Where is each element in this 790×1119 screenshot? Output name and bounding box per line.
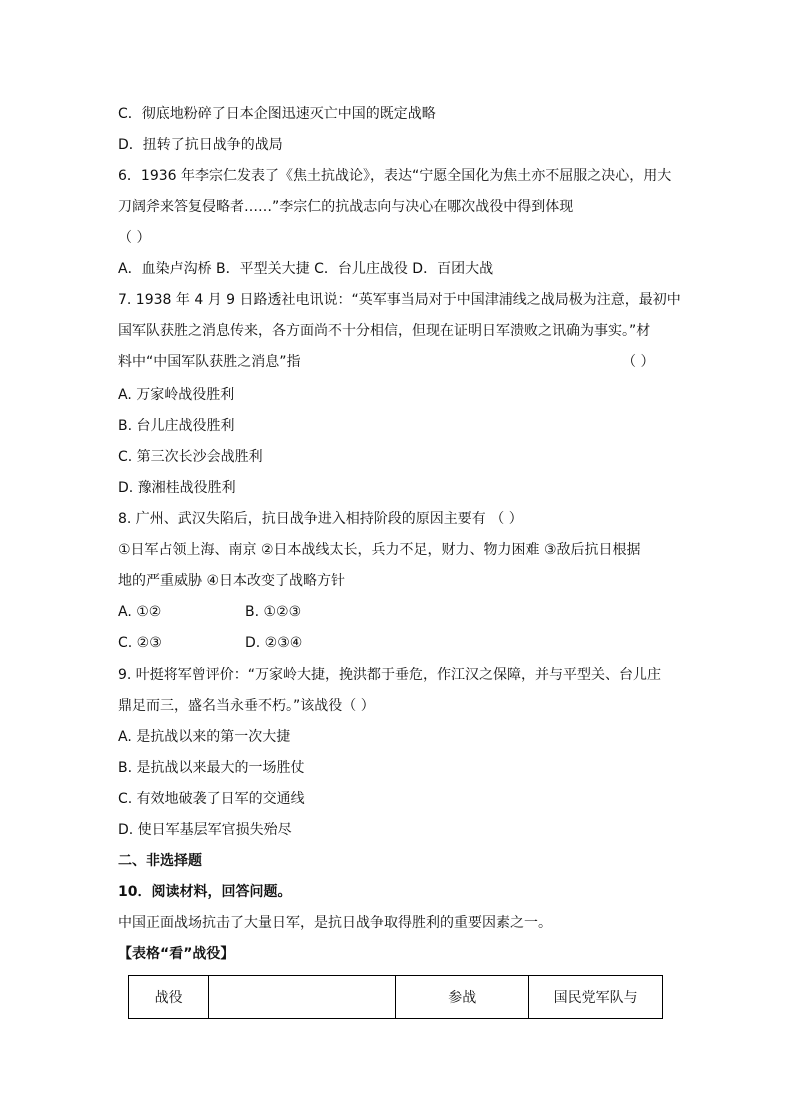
q5-option-d: D．扭转了抗日战争的战局 xyxy=(118,137,283,153)
table-cell-empty xyxy=(209,976,396,1019)
q9-option-a: A. 是抗战以来的第一次大捷 xyxy=(118,729,291,745)
q8-option-d: D. ②③④ xyxy=(245,635,303,651)
q6-options: A．血染卢沟桥 B．平型关大捷 C．台儿庄战役 D．百团大战 xyxy=(118,261,494,277)
table-cell-participants: 参战 xyxy=(396,976,529,1019)
q5-option-c: C．彻底地粉碎了日本企图迅速灭亡中国的既定战略 xyxy=(118,106,436,122)
q7-stem-line3 xyxy=(118,352,301,372)
table-cell-battle: 战役 xyxy=(129,976,209,1019)
q8-option-a: A. ①② xyxy=(118,604,162,620)
q7-option-c: C. 第三次长沙会战胜利 xyxy=(118,449,263,465)
q8-option-c: C. ②③ xyxy=(118,635,162,651)
q9-option-d: D. 使日军基层军官损失殆尽 xyxy=(118,822,292,838)
q6-stem-line2: 刀阔斧来答复侵略者……”李宗仁的抗战志向与决心在哪次战役中得到体现 xyxy=(118,199,574,215)
q6-stem-line1: 6．1936 年李宗仁发表了《焦土抗战论》，表达“宁愿全国化为焦土亦不屈服之决心，用大 xyxy=(118,168,672,184)
q9-stem-line2: 鼎足而三，盛名当永垂不朽。”该战役（ ） xyxy=(118,698,375,714)
q9-option-c: C. 有效地破袭了日军的交通线 xyxy=(118,791,305,807)
table-title: 【表格“看”战役】 xyxy=(118,946,235,962)
table-row xyxy=(129,976,663,1019)
battle-table xyxy=(128,975,663,1019)
q7-answer-paren: （ ） xyxy=(622,354,655,370)
q7-stem-line1: 7. 1938 年 4 月 9 日路透社电讯说：“英军事当局对于中国津浦线之战局极为注意，最初中 xyxy=(118,292,681,308)
q8-option-b: B. ①②③ xyxy=(245,604,302,620)
q8-stem-line1: 8. 广州、武汉失陷后，抗日战争进入相持阶段的原因主要有 （ ） xyxy=(118,511,523,527)
q8-stem-line3: 地的严重威胁 ④日本改变了战略方针 xyxy=(118,573,346,589)
q9-stem-line1: 9. 叶挺将军曾评价：“万家岭大捷，挽洪都于垂危，作江汉之保障，并与平型关、台儿庄 xyxy=(118,667,662,683)
q10-title: 10．阅读材料，回答问题。 xyxy=(118,884,292,900)
q7-stem-line2: 国军队获胜之消息传来，各方面尚不十分相信，但现在证明日军溃败之讯确为事实。”材 xyxy=(118,323,651,339)
table-cell-kmt-army: 国民党军队与 xyxy=(529,976,663,1019)
q7-option-a: A. 万家岭战役胜利 xyxy=(118,387,235,403)
q10-intro: 中国正面战场抗击了大量日军，是抗日战争取得胜利的重要因素之一。 xyxy=(118,915,552,931)
q7-stem-line3-text: 料中“中国军队获胜之消息”指 xyxy=(118,354,301,370)
q7-option-b: B. 台儿庄战役胜利 xyxy=(118,418,235,434)
q7-option-d: D. 豫湘桂战役胜利 xyxy=(118,480,236,496)
section-title: 二、非选择题 xyxy=(118,853,202,869)
q9-option-b: B. 是抗战以来最大的一场胜仗 xyxy=(118,760,305,776)
q8-stem-line2: ①日军占领上海、南京 ②日本战线太长，兵力不足，财力、物力困难 ③敌后抗日根据 xyxy=(118,542,641,558)
q6-answer-paren: （ ） xyxy=(118,230,151,246)
